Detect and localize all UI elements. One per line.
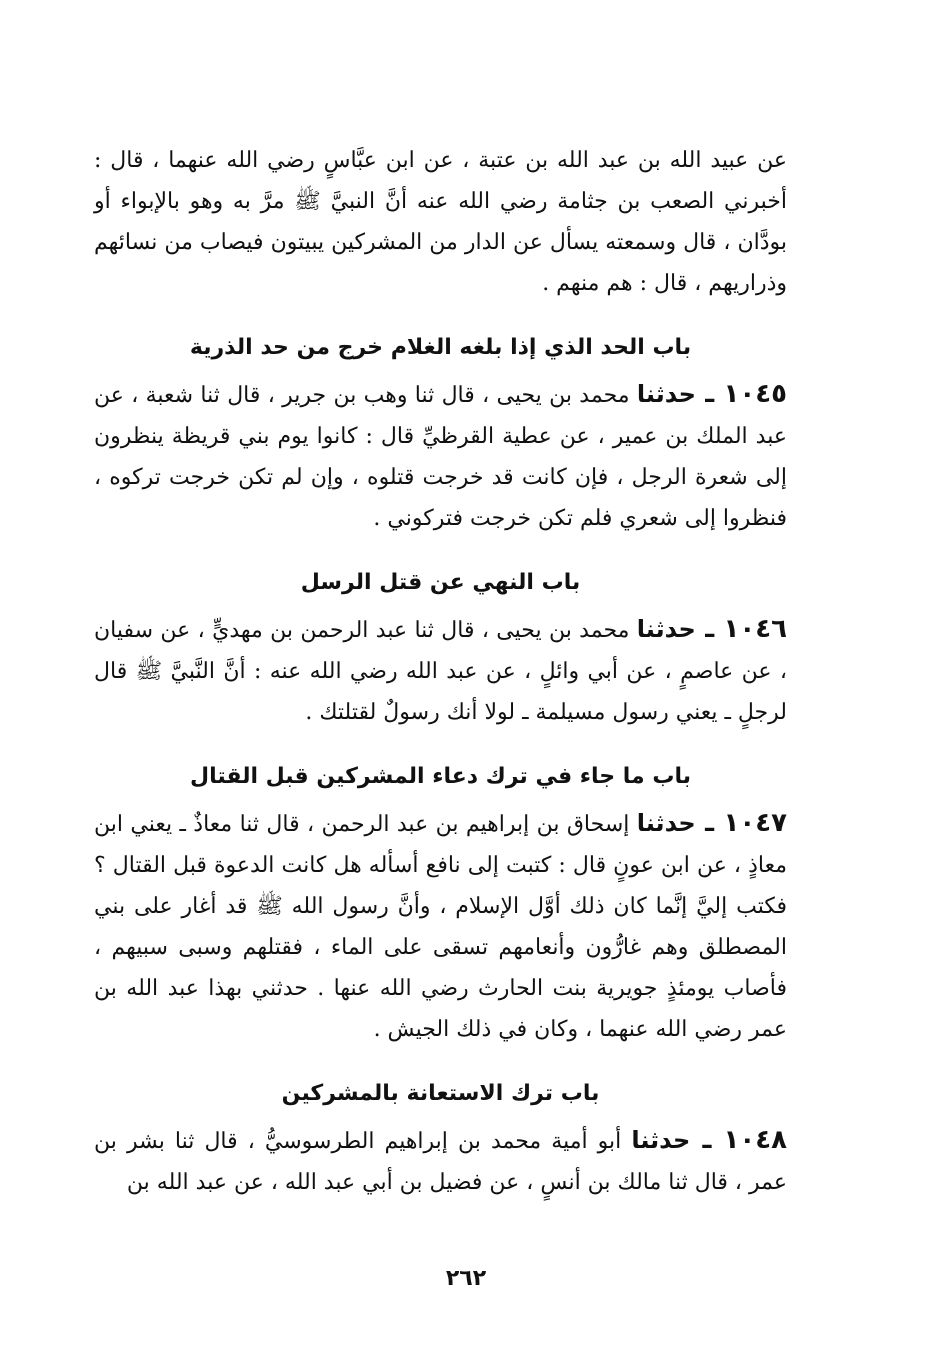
hadith-text: إسحاق بن إبراهيم بن عبد الرحمن ، قال ثنا معاذٌ ـ يعني ابن معاذٍ ، عن ابن عونٍ قال : كتبت إلى نافع أسأله هل كانت الدعوة قبل القتال ؟ فكتب إليَّ إنَّما كان ذلك أوَّل الإسلام ، وأنَّ رسول الله ﷺ قد أغار على بني المصطلق وهم غارُّون وأنعامهم تسقى على الماء ، فقتلهم وسبى سبيهم ، فأصاب يومئذٍ جويرية بنت الحارث رضي الله عنها . حدثني بهذا عبد الله بن عمر رضي الله عنهما ، وكان في ذلك الجيش .	[94, 812, 787, 1042]
page-body	[94, 140, 787, 1203]
hadith-text: محمد بن يحيى ، قال ثنا وهب بن جرير ، قال ثنا شعبة ، عن عبد الملك بن عمير ، عن عطية القرظيِّ قال : كانوا يوم بني قريظة ينظرون إلى شعرة الرجل ، فإن كانت قد خرجت قتلوه ، وإن لم تكن خرجت تركوه ، فنظروا إلى شعري فلم تكن خرجت فتركوني .	[94, 383, 787, 531]
haddathana-label: حدثنا	[636, 615, 696, 643]
section-1048	[94, 1076, 787, 1203]
hadith-dash: ـ	[695, 808, 724, 838]
haddathana-label: حدثنا	[631, 1126, 691, 1154]
intro-paragraph: عن عبيد الله بن عبد الله بن عتبة ، عن ابن عبَّاسٍ رضي الله عنهما ، قال : أخبرني الصعب بن جثامة رضي الله عنه أنَّ النبيَّ ﷺ مرَّ به وهو بالإبواء أو بودَّان ، قال وسمعته يسأل عن الدار من المشركين يبيتون فيصاب من نسائهم وذراريهم ، قال : هم منهم .	[94, 148, 787, 296]
chapter-heading: باب ما جاء في ترك دعاء المشركين قبل القتال	[190, 764, 691, 789]
hadith-paragraph	[94, 1120, 787, 1203]
hadith-text: أبو أمية محمد بن إبراهيم الطرسوسيُّ ، قال ثنا بشر بن عمر ، قال ثنا مالك بن أنسٍ ، عن فضيل بن أبي عبد الله ، عن عبد الله بن	[94, 1129, 787, 1195]
chapter-heading: باب النهي عن قتل الرسل	[300, 570, 581, 595]
hadith-number: ١٠٤٦	[723, 614, 787, 644]
hadith-number: ١٠٤٥	[723, 379, 787, 409]
hadith-number: ١٠٤٧	[723, 808, 787, 838]
hadith-text: محمد بن يحيى ، قال ثنا عبد الرحمن بن مهديٍّ ، عن سفيان ، عن عاصمٍ ، عن أبي وائلٍ ، عن عبد الله رضي الله عنه : أنَّ النَّبيَّ ﷺ قال لرجلٍ ـ يعني رسول مسيلمة ـ لولا أنك رسولٌ لقتلتك .	[94, 618, 787, 725]
hadith-number: ١٠٤٨	[723, 1125, 787, 1155]
hadith-paragraph	[94, 609, 787, 733]
hadith-dash: ـ	[690, 1125, 724, 1155]
chapter-heading: باب ترك الاستعانة بالمشركين	[281, 1081, 600, 1106]
section-1045	[94, 330, 787, 539]
haddathana-label: حدثنا	[636, 809, 696, 837]
haddathana-label: حدثنا	[636, 380, 696, 408]
chapter-heading: باب الحد الذي إذا بلغه الغلام خرج من حد الذرية	[189, 335, 692, 360]
hadith-dash: ـ	[695, 379, 724, 409]
hadith-dash: ـ	[695, 614, 724, 644]
section-1046	[94, 565, 787, 733]
section-1047	[94, 759, 787, 1050]
hadith-paragraph	[94, 803, 787, 1050]
page-number: ٢٦٢	[445, 1266, 487, 1291]
hadith-paragraph	[94, 374, 787, 539]
